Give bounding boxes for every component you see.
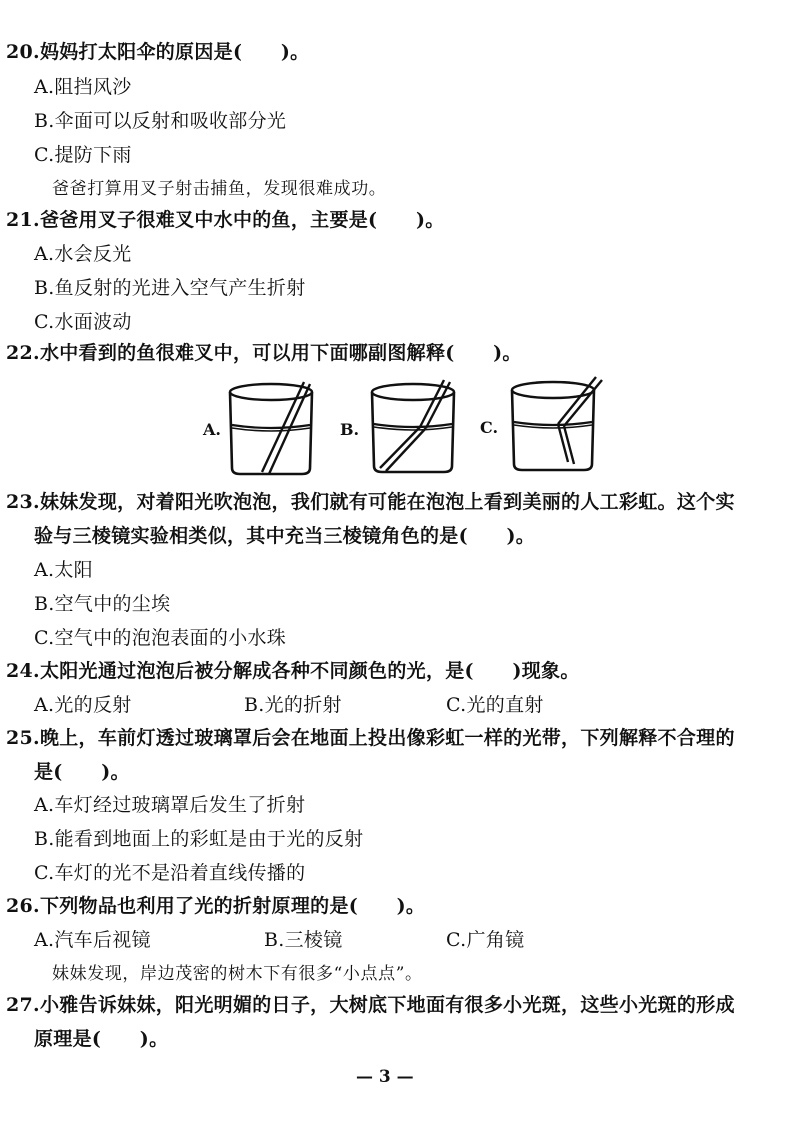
question-26-option-b: B.三棱镜 — [264, 929, 343, 951]
question-21-stem: 21.爸爸用叉子很难叉中水中的鱼，主要是( )。 — [6, 209, 445, 231]
context-light-spots: 妹妹发现，岸边茂密的树木下有很多“小点点”。 — [52, 964, 423, 984]
question-24-option-a: A.光的反射 — [34, 694, 132, 716]
question-23-option-b: B.空气中的尘埃 — [34, 593, 171, 615]
question-23-option-c: C.空气中的泡泡表面的小水珠 — [34, 627, 287, 649]
figure-c-label: C. — [480, 418, 499, 437]
question-20-stem: 20.妈妈打太阳伞的原因是( )。 — [6, 41, 310, 63]
question-20-option-c: C.提防下雨 — [34, 144, 132, 166]
figure-a-label: A. — [203, 420, 221, 439]
context-fishing: 爸爸打算用叉子射击捕鱼，发现很难成功。 — [52, 179, 387, 199]
question-21-option-b: B.鱼反射的光进入空气产生折射 — [34, 277, 306, 299]
question-27-stem-line1: 27.小雅告诉妹妹，阳光明媚的日子，大树底下地面有很多小光斑，这些小光斑的形成 — [6, 994, 735, 1016]
question-25-stem-line2: 是( )。 — [34, 761, 130, 783]
beaker-figure-b — [364, 376, 468, 476]
question-25-stem-line1: 25.晚上，车前灯透过玻璃罩后会在地面上投出像彩虹一样的光带，下列解释不合理的 — [6, 727, 735, 749]
question-25-option-c: C.车灯的光不是沿着直线传播的 — [34, 862, 306, 884]
question-23-stem-line1: 23.妹妹发现，对着阳光吹泡泡，我们就有可能在泡泡上看到美丽的人工彩虹。这个实 — [6, 491, 735, 513]
question-23-option-a: A.太阳 — [34, 559, 93, 581]
question-26-stem: 26.下列物品也利用了光的折射原理的是( )。 — [6, 895, 426, 917]
question-20-option-b: B.伞面可以反射和吸收部分光 — [34, 110, 287, 132]
question-21-option-c: C.水面波动 — [34, 311, 132, 333]
question-25-option-b: B.能看到地面上的彩虹是由于光的反射 — [34, 828, 364, 850]
question-25-option-a: A.车灯经过玻璃罩后发生了折射 — [34, 794, 306, 816]
question-23-stem-line2: 验与三棱镜实验相类似，其中充当三棱镜角色的是( )。 — [34, 525, 536, 547]
figure-b-label: B. — [340, 420, 360, 439]
question-20-option-a: A.阻挡风沙 — [34, 76, 132, 98]
question-26-option-a: A.汽车后视镜 — [34, 929, 151, 951]
question-24-option-c: C.光的直射 — [446, 694, 544, 716]
question-27-stem-line2: 原理是( )。 — [34, 1028, 169, 1050]
question-24-stem: 24.太阳光通过泡泡后被分解成各种不同颜色的光，是( )现象。 — [6, 660, 580, 682]
beaker-figure-c — [504, 374, 608, 474]
page-number: — 3 — — [356, 1067, 414, 1087]
question-26-option-c: C.广角镜 — [446, 929, 525, 951]
question-22-stem: 22.水中看到的鱼很难叉中，可以用下面哪副图解释( )。 — [6, 342, 522, 364]
beaker-figure-a — [222, 378, 326, 478]
question-21-option-a: A.水会反光 — [34, 243, 132, 265]
question-24-option-b: B.光的折射 — [244, 694, 342, 716]
